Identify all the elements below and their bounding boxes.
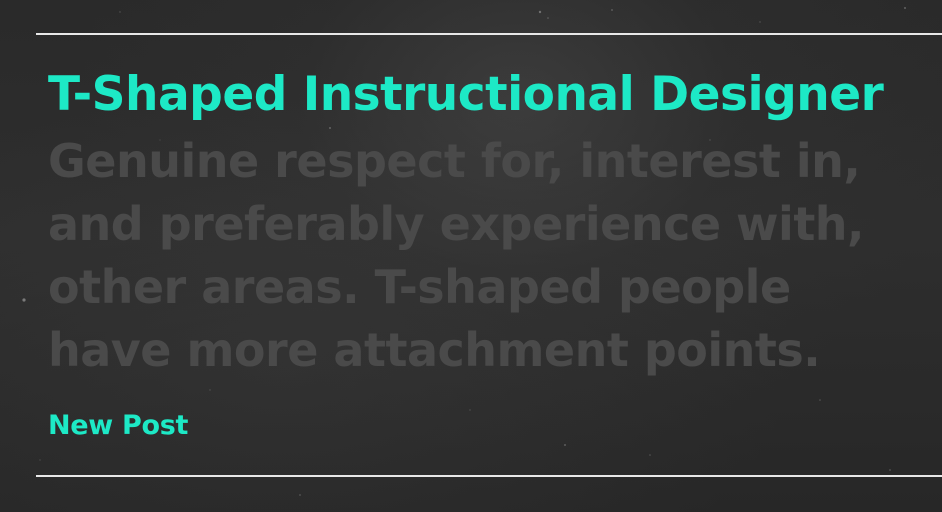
- quote-text: Genuine respect for, interest in, and preferably experience with, other areas. T-shaped people have more attachment points.: [48, 134, 865, 377]
- top-divider: [36, 33, 942, 35]
- page-title: T-Shaped Instructional Designer: [48, 67, 884, 122]
- bottom-divider: [36, 475, 942, 477]
- new-post-label: New Post: [48, 410, 189, 441]
